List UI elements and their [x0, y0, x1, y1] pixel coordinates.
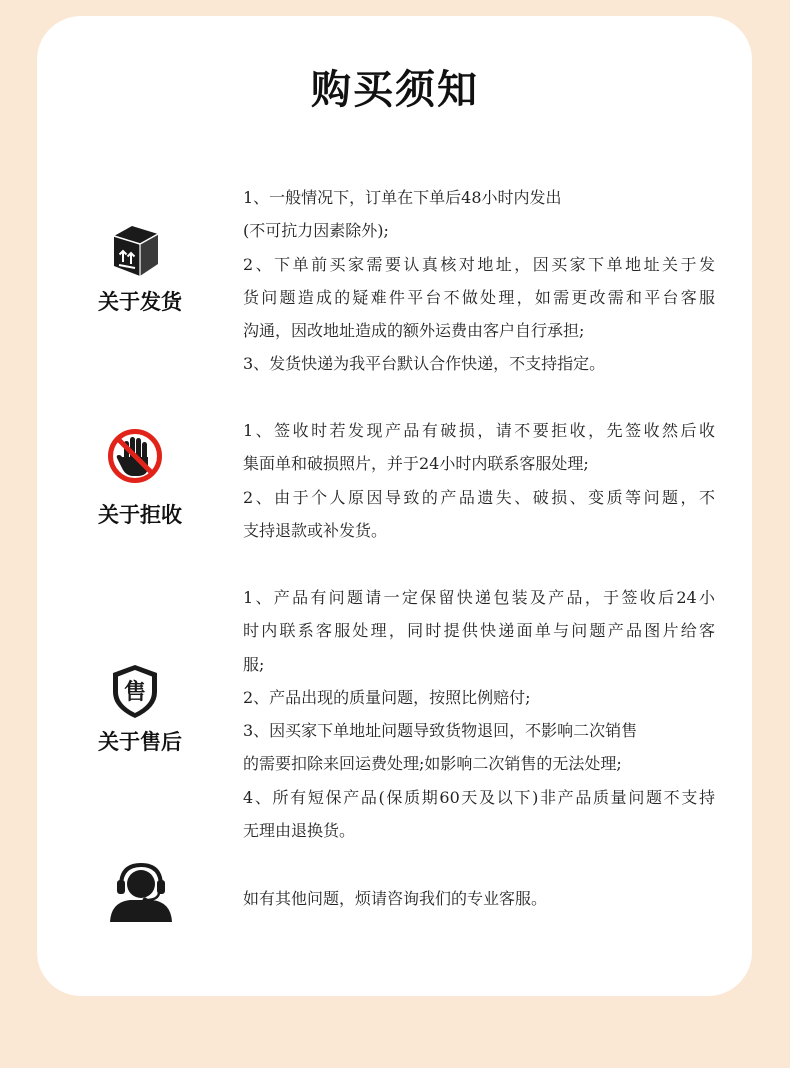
shield-char: 售 — [123, 679, 147, 705]
text-line: 时内联系客服处理，同时提供快递面单与问题产品图片给客 — [243, 621, 715, 641]
section-label-rejection: 关于拒收 — [98, 502, 182, 527]
section-text-customer-service — [243, 882, 715, 915]
text-line: 沟通，因改地址造成的额外运费由客户自行承担; — [243, 321, 585, 341]
text-line: 2、由于个人原因导致的产品遗失、破损、变质等问题，不 — [243, 487, 715, 507]
text-line: 货问题造成的疑难件平台不做处理，如需更改需和平台客服 — [243, 287, 715, 307]
text-line: 无理由退换货。 — [243, 821, 356, 841]
section-text-rejection — [243, 414, 715, 547]
page-title: 购买须知 — [311, 66, 479, 113]
customer-service-icon — [108, 862, 174, 924]
text-line: 1、签收时若发现产品有破损，请不要拒收，先签收然后收 — [243, 421, 715, 440]
text-line: 1、产品有问题请一定保留快递包装及产品，于签收后24小 — [243, 588, 715, 607]
text-line: 的需要扣除来回运费处理;如影响二次销售的无法处理; — [243, 754, 622, 774]
text-line: 服; — [243, 654, 265, 674]
text-line: 2、下单前买家需要认真核对地址，因买家下单地址关于发 — [243, 254, 715, 274]
section-text-shipping — [243, 181, 715, 381]
text-line: 4、所有短保产品(保质期60天及以下)非产品质量问题不支持 — [243, 787, 715, 807]
text-line: 3、发货快递为我平台默认合作快递，不支持指定。 — [243, 354, 606, 374]
text-line: 1、一般情况下，订单在下单后48小时内发出 — [243, 188, 562, 207]
shield-shou-icon — [106, 662, 164, 720]
text-line: 如有其他问题，烦请咨询我们的专业客服。 — [243, 889, 548, 908]
box-icon — [106, 222, 164, 280]
section-label-shipping: 关于发货 — [98, 289, 182, 314]
no-hand-icon — [106, 427, 164, 485]
section-text-after-sales — [243, 581, 715, 847]
text-line: 支持退款或补发货。 — [243, 520, 388, 540]
text-line: (不可抗力因素除外); — [243, 221, 389, 241]
text-line: 3、因买家下单地址问题导致货物退回，不影响二次销售 — [243, 721, 638, 741]
text-line: 集面单和破损照片，并于24小时内联系客服处理; — [243, 454, 589, 474]
text-line: 2、产品出现的质量问题，按照比例赔付; — [243, 687, 531, 707]
section-label-after-sales: 关于售后 — [98, 729, 182, 754]
